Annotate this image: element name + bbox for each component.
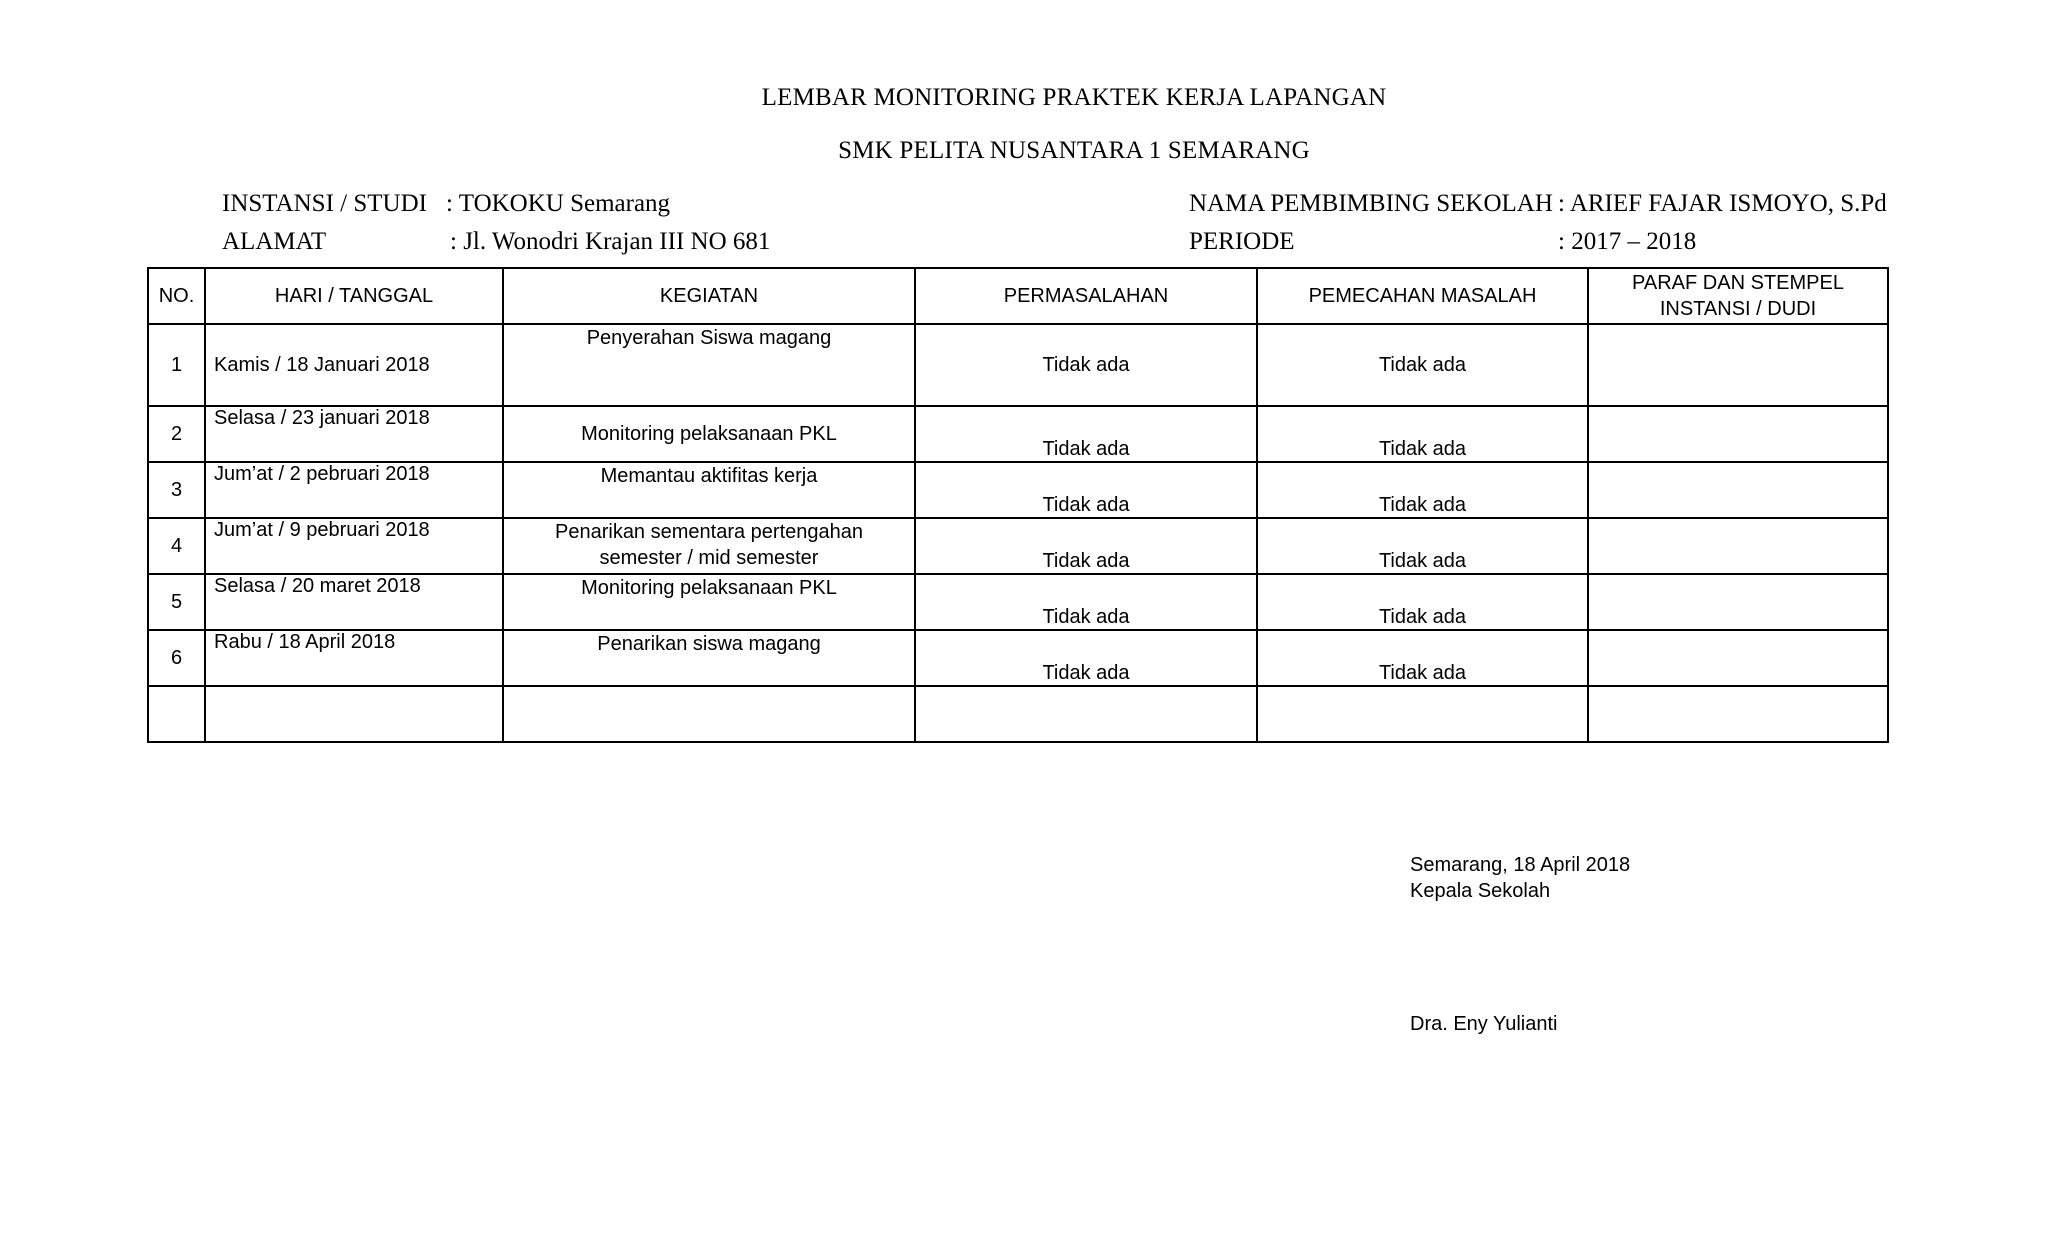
table-row (148, 630, 1888, 686)
header-permasalahan: PERMASALAHAN (915, 268, 1257, 324)
cell-paraf (1588, 406, 1888, 462)
cell-kegiatan: Penarikan sementara pertengahan semester / mid semester (503, 518, 915, 574)
periode-label: PERIODE (1189, 228, 1295, 255)
cell-no: 2 (148, 406, 205, 462)
table-header-row (148, 268, 1888, 324)
cell-empty (148, 686, 205, 742)
header-tanggal: HARI / TANGGAL (205, 268, 503, 324)
cell-tanggal: Kamis / 18 Januari 2018 (205, 324, 503, 406)
table-row (148, 518, 1888, 574)
alamat-label: ALAMAT (222, 228, 327, 255)
cell-permasalahan: Tidak ada (915, 518, 1257, 574)
cell-pemecahan: Tidak ada (1257, 324, 1588, 406)
signature-name: Dra. Eny Yulianti (1410, 1013, 1558, 1035)
header-paraf: PARAF DAN STEMPEL INSTANSI / DUDI (1588, 268, 1888, 324)
cell-kegiatan: Monitoring pelaksanaan PKL (503, 406, 915, 462)
cell-paraf (1588, 462, 1888, 518)
header-pemecahan: PEMECAHAN MASALAH (1257, 268, 1588, 324)
cell-empty (205, 686, 503, 742)
cell-no: 3 (148, 462, 205, 518)
cell-pemecahan: Tidak ada (1257, 630, 1588, 686)
alamat-value: : Jl. Wonodri Krajan III NO 681 (450, 228, 771, 255)
cell-permasalahan: Tidak ada (915, 630, 1257, 686)
cell-tanggal: Jum’at / 2 pebruari 2018 (205, 462, 503, 518)
cell-empty (1257, 686, 1588, 742)
cell-kegiatan: Memantau aktifitas kerja (503, 462, 915, 518)
cell-empty (1588, 686, 1888, 742)
pembimbing-value: : ARIEF FAJAR ISMOYO, S.Pd (1558, 190, 1887, 217)
cell-permasalahan: Tidak ada (915, 462, 1257, 518)
signature-place-date: Semarang, 18 April 2018 (1410, 854, 1631, 876)
cell-pemecahan: Tidak ada (1257, 406, 1588, 462)
school-name: SMK PELITA NUSANTARA 1 SEMARANG (838, 137, 1310, 164)
cell-empty (503, 686, 915, 742)
cell-tanggal: Jum’at / 9 pebruari 2018 (205, 518, 503, 574)
instansi-label: INSTANSI / STUDI (222, 190, 427, 217)
cell-kegiatan: Penyerahan Siswa magang (503, 324, 915, 406)
cell-permasalahan: Tidak ada (915, 574, 1257, 630)
table-row (148, 406, 1888, 462)
cell-pemecahan: Tidak ada (1257, 518, 1588, 574)
cell-tanggal: Selasa / 20 maret 2018 (205, 574, 503, 630)
cell-kegiatan: Penarikan siswa magang (503, 630, 915, 686)
table-row-empty (148, 686, 1888, 742)
document-title: LEMBAR MONITORING PRAKTEK KERJA LAPANGAN (761, 84, 1387, 111)
cell-tanggal: Rabu / 18 April 2018 (205, 630, 503, 686)
cell-no: 6 (148, 630, 205, 686)
cell-empty (915, 686, 1257, 742)
cell-permasalahan: Tidak ada (915, 406, 1257, 462)
table-row (148, 324, 1888, 406)
cell-kegiatan: Monitoring pelaksanaan PKL (503, 574, 915, 630)
monitoring-table (147, 267, 1889, 743)
cell-tanggal: Selasa / 23 januari 2018 (205, 406, 503, 462)
table-row (148, 462, 1888, 518)
cell-no: 4 (148, 518, 205, 574)
cell-paraf (1588, 324, 1888, 406)
signature-position: Kepala Sekolah (1410, 880, 1551, 902)
instansi-value: : TOKOKU Semarang (446, 190, 671, 217)
pembimbing-label: NAMA PEMBIMBING SEKOLAH (1189, 190, 1553, 217)
cell-paraf (1588, 630, 1888, 686)
cell-no: 5 (148, 574, 205, 630)
table-row (148, 574, 1888, 630)
cell-paraf (1588, 518, 1888, 574)
cell-pemecahan: Tidak ada (1257, 574, 1588, 630)
header-kegiatan: KEGIATAN (503, 268, 915, 324)
cell-permasalahan: Tidak ada (915, 324, 1257, 406)
cell-paraf (1588, 574, 1888, 630)
cell-no: 1 (148, 324, 205, 406)
header-no: NO. (148, 268, 205, 324)
cell-pemecahan: Tidak ada (1257, 462, 1588, 518)
periode-value: : 2017 – 2018 (1558, 228, 1697, 255)
